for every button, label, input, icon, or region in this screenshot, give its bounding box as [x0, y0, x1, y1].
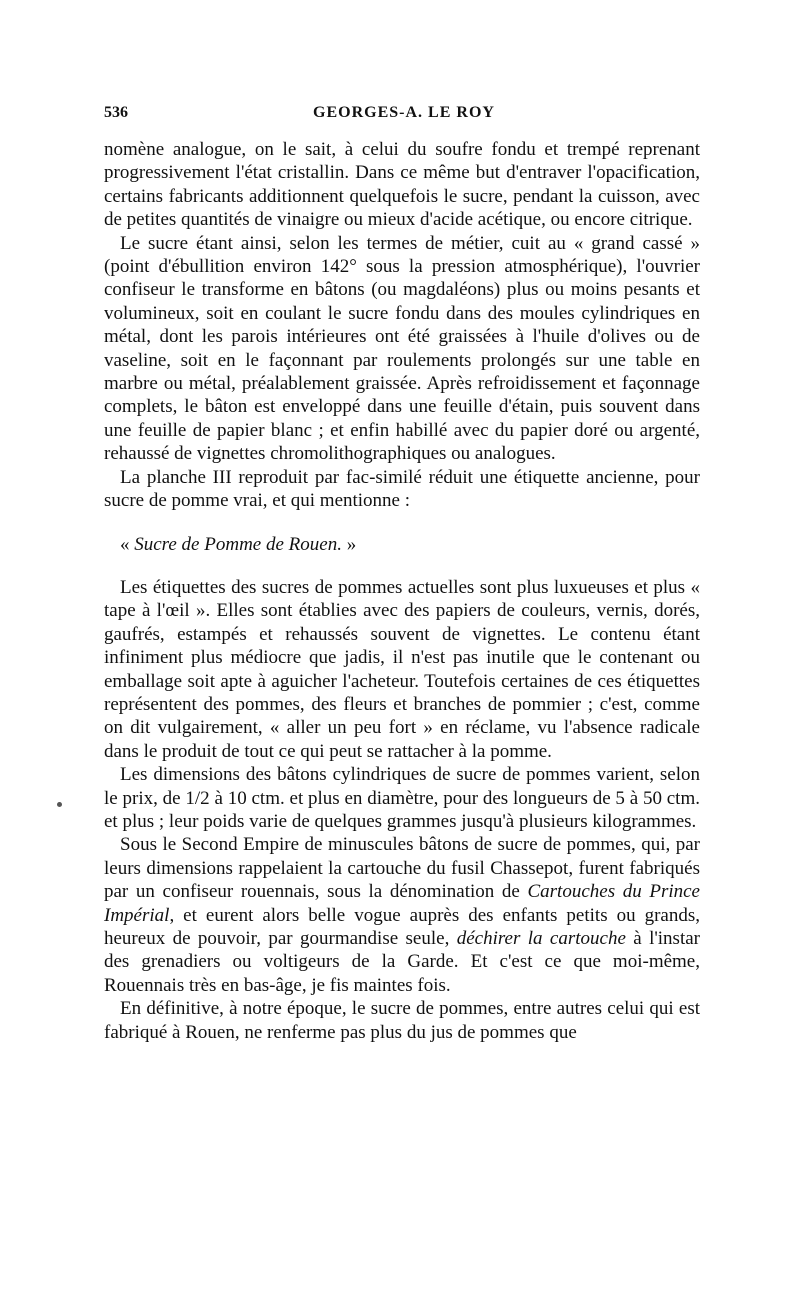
paragraph-6-part-1: Sous le Second Empire de minuscules bâtons de sucre de pommes, qui, par leurs dimensions rappelaient la cartouche du fusil Chassepot, furent fabriqués par un confiseur rouennais, sous la dénomination de: [104, 834, 700, 903]
page-header: [104, 104, 704, 126]
quote-close: »: [341, 533, 357, 555]
ink-speck: [57, 802, 62, 807]
running-head: GEORGES-A. LE ROY: [313, 104, 495, 121]
paragraph-4: Les étiquettes des sucres de pommes actuelles sont plus luxueuses et plus « tape à l'œil ». Elles sont établies avec des papiers de couleurs, vernis, dorés, gaufrés, estampés et rehaussés souvent de vignettes. Le contenu étant infiniment plus médiocre que jadis, il n'est pas inutile que le contenant ou emballage soit apte à aguicher l'acheteur. Toutefois certaines de ces étiquettes représentent des pommes, des fleurs et branches de pommier ; c'est, comme on dit vulgairement, « aller un peu fort » en réclame, vu l'absence radicale dans le produit de tout ce qui peut se rattacher à la pomme.: [104, 576, 700, 762]
quote-text: Sucre de Pomme de Rouen.: [134, 533, 342, 555]
body-text: [104, 138, 700, 1044]
paragraph-3: La planche III reproduit par fac-similé réduit une étiquette ancienne, pour sucre de pomme vrai, et qui mentionne :: [104, 466, 700, 512]
paragraph-6: [104, 833, 700, 997]
paragraph-6-part-3: à l'instar des grenadiers ou voltigeurs de la Garde. Et c'est ce que moi-même, Rouennais très en bas-âge, je fis maintes fois.: [104, 928, 700, 996]
paragraph-1: nomène analogue, on le sait, à celui du soufre fondu et trempé reprenant progressivement l'état cristallin. Dans ce même but d'entraver l'opacification, certains fabricants additionnent quelquefois le sucre, pendant la cuisson, avec de petites quantités de vinaigre ou mieux d'acide acétique, ou encore citrique.: [104, 139, 700, 231]
label-quote: [104, 533, 700, 556]
paragraph-6-italic-2: déchirer la cartouche: [456, 928, 626, 949]
paragraph-6-part-2: , et eurent alors belle vogue auprès des enfants petits ou grands, heureux de pouvoir, par gourmandise seule,: [104, 904, 700, 949]
page-number: 536: [104, 104, 128, 121]
quote-open: «: [120, 533, 135, 555]
paragraph-2: Le sucre étant ainsi, selon les termes de métier, cuit au « grand cassé » (point d'ébullition environ 142° sous la pression atmosphérique), l'ouvrier confiseur le transforme en bâtons (ou magdaléons) plus ou moins pesants et volumineux, soit en coulant le sucre fondu dans des moules cylindriques en métal, dont les parois intérieures ont été graissées à l'huile d'olives ou de vaseline, soit en le façonnant par roulements prolongés sur une table en marbre ou métal, préalablement graissée. Après refroidissement et façonnage complets, le bâton est enveloppé dans une feuille d'étain, puis souvent dans une feuille de papier blanc ; et enfin habillé avec du papier doré ou argenté, rehaussé de vignettes chromolithographiques ou analogues.: [104, 232, 700, 465]
paragraph-6-italic-1: Cartouches du Prince Impérial: [104, 881, 700, 926]
paragraph-5: Les dimensions des bâtons cylindriques de sucre de pommes varient, selon le prix, de 1/2 à 10 ctm. et plus en diamètre, pour des longueurs de 5 à 50 ctm. et plus ; leur poids varie de quelques grammes jusqu'à plusieurs kilogrammes.: [104, 764, 700, 832]
paragraph-7: En définitive, à notre époque, le sucre de pommes, entre autres celui qui est fabriqué à Rouen, ne renferme pas plus du jus de pommes que: [104, 998, 700, 1043]
